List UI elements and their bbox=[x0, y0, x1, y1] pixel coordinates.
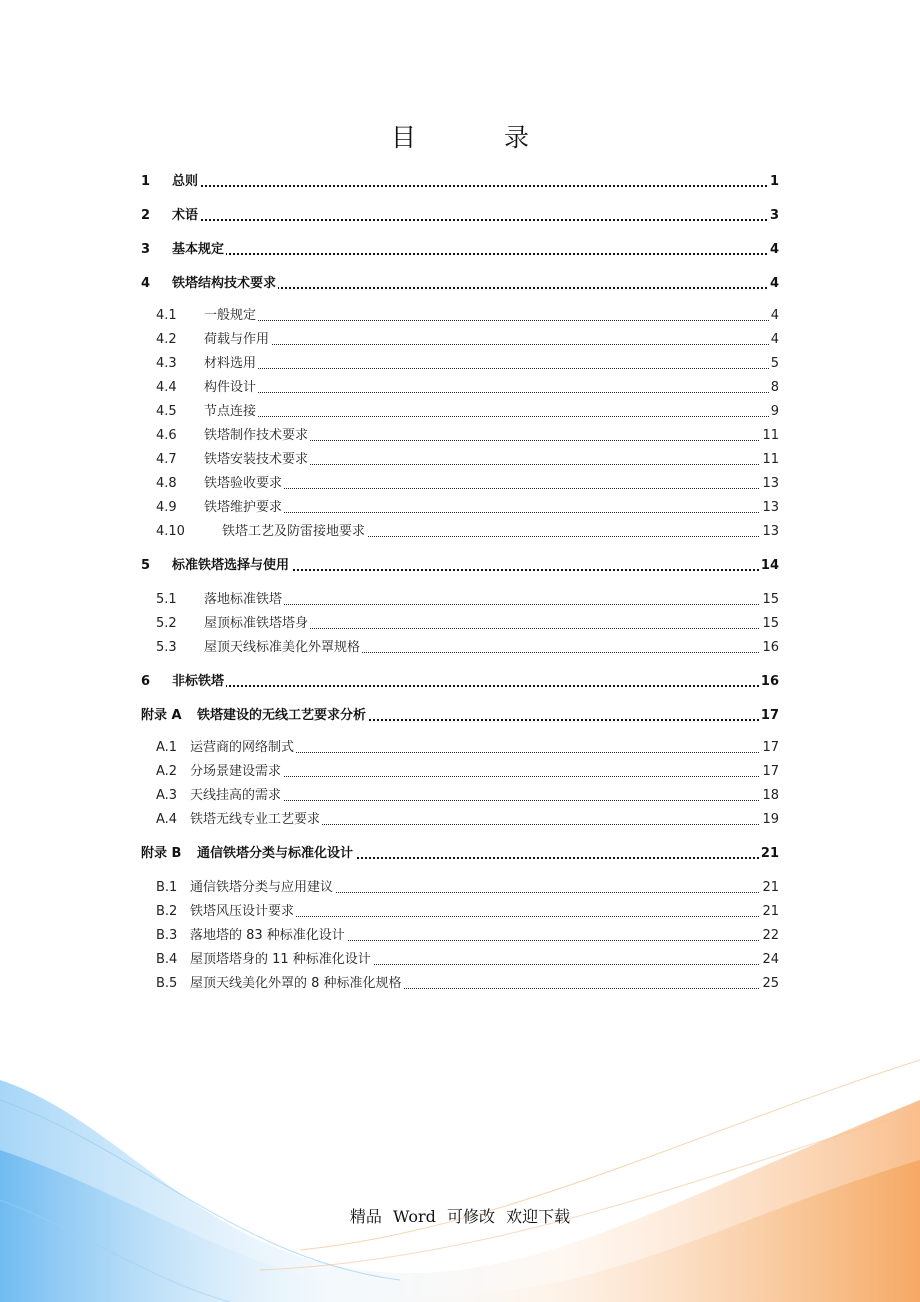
toc-page-number: 13 bbox=[762, 476, 779, 491]
toc-page-number: 18 bbox=[762, 788, 779, 803]
toc-entry-number: 附录 A bbox=[141, 708, 182, 723]
toc-entry-label: 铁塔安装技术要求 bbox=[204, 452, 309, 467]
toc-entry[interactable] bbox=[0, 784, 920, 804]
toc-entry-number: 5.1 bbox=[156, 592, 177, 607]
toc-entry-label: 通信铁塔分类与标准化设计 bbox=[197, 846, 354, 861]
toc-entry-label: 天线挂高的需求 bbox=[190, 788, 282, 803]
toc-entry[interactable] bbox=[0, 704, 920, 724]
toc-entry[interactable] bbox=[0, 636, 920, 656]
toc-page-number: 4 bbox=[770, 308, 779, 323]
toc-entry-number: A.1 bbox=[156, 740, 178, 755]
toc-entry-label: 标准铁塔选择与使用 bbox=[172, 558, 290, 573]
toc-entry-number: A.3 bbox=[156, 788, 178, 803]
toc-page-number: 21 bbox=[760, 846, 779, 861]
toc-entry-label: 铁塔维护要求 bbox=[204, 500, 283, 515]
toc-entry-number: 4.2 bbox=[156, 332, 177, 347]
toc-entry-label: 一般规定 bbox=[204, 308, 257, 323]
toc-entry-number: 4.10 bbox=[156, 524, 185, 539]
toc-entry[interactable] bbox=[0, 448, 920, 468]
toc-entry-label: 铁塔结构技术要求 bbox=[172, 276, 277, 291]
toc-entry-number: A.4 bbox=[156, 812, 178, 827]
toc-entry-label: 非标铁塔 bbox=[172, 674, 225, 689]
toc-entry-label: 屋顶塔塔身的 11 种标准化设计 bbox=[190, 952, 371, 967]
toc-page-number: 21 bbox=[762, 904, 779, 919]
toc-dot-leader bbox=[172, 685, 779, 687]
toc-page-number: 13 bbox=[762, 500, 779, 515]
toc-entry-label: 屋顶标准铁塔塔身 bbox=[204, 616, 309, 631]
toc-entry-label: 总则 bbox=[172, 174, 199, 189]
toc-entry-label: 材料选用 bbox=[204, 356, 257, 371]
toc-entry-number: 4.5 bbox=[156, 404, 177, 419]
toc-page-number: 15 bbox=[762, 616, 779, 631]
toc-entry-number: B.2 bbox=[156, 904, 178, 919]
toc-entry-label: 通信铁塔分类与应用建议 bbox=[190, 880, 334, 895]
toc-entry[interactable] bbox=[0, 924, 920, 944]
toc-page-number: 4 bbox=[769, 242, 779, 257]
toc-entry-number: 4.3 bbox=[156, 356, 177, 371]
toc-page-number: 9 bbox=[770, 404, 779, 419]
footer-note: 精品 Word 可修改 欢迎下载 bbox=[349, 1207, 571, 1226]
toc-entry[interactable] bbox=[0, 612, 920, 632]
toc-entry[interactable] bbox=[0, 400, 920, 420]
toc-page-number: 25 bbox=[762, 976, 779, 991]
toc-dot-leader bbox=[204, 320, 779, 321]
toc-page-number: 21 bbox=[762, 880, 779, 895]
toc-page-number: 3 bbox=[769, 208, 779, 223]
toc-entry-number: B.3 bbox=[156, 928, 178, 943]
toc-entry-label: 屋顶天线美化外罩的 8 种标准化规格 bbox=[190, 976, 402, 991]
toc-entry-label: 铁塔无线专业工艺要求 bbox=[190, 812, 321, 827]
toc-page-number: 4 bbox=[770, 332, 779, 347]
toc-entry[interactable] bbox=[0, 328, 920, 348]
toc-page-number: 5 bbox=[770, 356, 779, 371]
toc-entry-label: 荷载与作用 bbox=[204, 332, 270, 347]
toc-entry-label: 分场景建设需求 bbox=[190, 764, 282, 779]
toc-entry-label: 落地塔的 83 种标准化设计 bbox=[190, 928, 345, 943]
toc-entry-label: 构件设计 bbox=[204, 380, 257, 395]
toc-page-number: 22 bbox=[762, 928, 779, 943]
toc-page-number: 17 bbox=[760, 708, 779, 723]
toc-entry-number: B.5 bbox=[156, 976, 178, 991]
toc-entry[interactable] bbox=[0, 588, 920, 608]
toc-entry-number: 4.4 bbox=[156, 380, 177, 395]
toc-entry-number: 6 bbox=[141, 674, 151, 689]
toc-entry-number: 5 bbox=[141, 558, 151, 573]
toc-page-number: 1 bbox=[769, 174, 779, 189]
page-title: 目 录 bbox=[391, 123, 569, 152]
toc-entry[interactable] bbox=[0, 304, 920, 324]
toc-entry-number: B.1 bbox=[156, 880, 178, 895]
toc-entry-label: 铁塔验收要求 bbox=[204, 476, 283, 491]
toc-entry-label: 落地标准铁塔 bbox=[204, 592, 283, 607]
toc-page-number: 17 bbox=[762, 740, 779, 755]
toc-entry-number: 附录 B bbox=[141, 846, 182, 861]
toc-page-number: 16 bbox=[762, 640, 779, 655]
toc-page-number: 17 bbox=[762, 764, 779, 779]
toc-entry[interactable] bbox=[0, 204, 920, 224]
toc-entry[interactable] bbox=[0, 424, 920, 444]
toc-entry[interactable] bbox=[0, 238, 920, 258]
toc-entry[interactable] bbox=[0, 520, 920, 540]
toc-entry-number: 5.3 bbox=[156, 640, 177, 655]
toc-entry-label: 铁塔制作技术要求 bbox=[204, 428, 309, 443]
toc-entry[interactable] bbox=[0, 496, 920, 516]
toc-page-number: 15 bbox=[762, 592, 779, 607]
toc-entry-label: 铁塔建设的无线工艺要求分析 bbox=[197, 708, 367, 723]
toc-entry-number: 4.1 bbox=[156, 308, 177, 323]
toc-entry-number: 2 bbox=[141, 208, 151, 223]
toc-entry-number: A.2 bbox=[156, 764, 178, 779]
toc-page-number: 13 bbox=[762, 524, 779, 539]
toc-page-number: 4 bbox=[769, 276, 779, 291]
toc-dot-leader bbox=[172, 219, 779, 221]
toc-dot-leader bbox=[204, 604, 779, 605]
toc-dot-leader bbox=[204, 392, 779, 393]
toc-entry-label: 节点连接 bbox=[204, 404, 257, 419]
toc-entry-number: 4 bbox=[141, 276, 151, 291]
toc-page-number: 11 bbox=[762, 452, 779, 467]
toc-dot-leader bbox=[204, 416, 779, 417]
toc-page-number: 19 bbox=[762, 812, 779, 827]
toc-entry[interactable] bbox=[0, 900, 920, 920]
toc-entry[interactable] bbox=[0, 170, 920, 190]
toc-entry[interactable] bbox=[0, 554, 920, 574]
toc-entry-label: 基本规定 bbox=[172, 242, 225, 257]
toc-entry-label: 术语 bbox=[172, 208, 199, 223]
toc-dot-leader bbox=[204, 368, 779, 369]
toc-entry[interactable] bbox=[0, 876, 920, 896]
toc-dot-leader bbox=[172, 185, 779, 187]
toc-entry[interactable] bbox=[0, 352, 920, 372]
toc-dot-leader bbox=[204, 488, 779, 489]
toc-page-number: 24 bbox=[762, 952, 779, 967]
toc-entry-number: 4.9 bbox=[156, 500, 177, 515]
toc-page-number: 11 bbox=[762, 428, 779, 443]
toc-entry-number: B.4 bbox=[156, 952, 178, 967]
toc-entry-number: 4.8 bbox=[156, 476, 177, 491]
toc-entry[interactable] bbox=[0, 736, 920, 756]
toc-entry-label: 铁塔工艺及防雷接地要求 bbox=[222, 524, 366, 539]
toc-page-number: 14 bbox=[760, 558, 779, 573]
toc-entry[interactable] bbox=[0, 376, 920, 396]
toc-dot-leader bbox=[204, 344, 779, 345]
toc-entry[interactable] bbox=[0, 972, 920, 992]
toc-entry[interactable] bbox=[0, 842, 920, 862]
toc-dot-leader bbox=[172, 253, 779, 255]
toc-entry[interactable] bbox=[0, 808, 920, 828]
toc-entry[interactable] bbox=[0, 472, 920, 492]
toc-entry-label: 铁塔风压设计要求 bbox=[190, 904, 295, 919]
toc-entry-number: 3 bbox=[141, 242, 151, 257]
toc-entry[interactable] bbox=[0, 272, 920, 292]
toc-entry-label: 屋顶天线标准美化外罩规格 bbox=[204, 640, 361, 655]
toc-page-number: 8 bbox=[770, 380, 779, 395]
toc-page-number: 16 bbox=[760, 674, 779, 689]
toc-entry-number: 4.6 bbox=[156, 428, 177, 443]
toc-entry[interactable] bbox=[0, 948, 920, 968]
toc-entry[interactable] bbox=[0, 760, 920, 780]
toc-entry-number: 1 bbox=[141, 174, 151, 189]
toc-entry[interactable] bbox=[0, 670, 920, 690]
toc-entry-number: 4.7 bbox=[156, 452, 177, 467]
toc-dot-leader bbox=[204, 512, 779, 513]
toc-entry-number: 5.2 bbox=[156, 616, 177, 631]
toc-entry-label: 运营商的网络制式 bbox=[190, 740, 295, 755]
